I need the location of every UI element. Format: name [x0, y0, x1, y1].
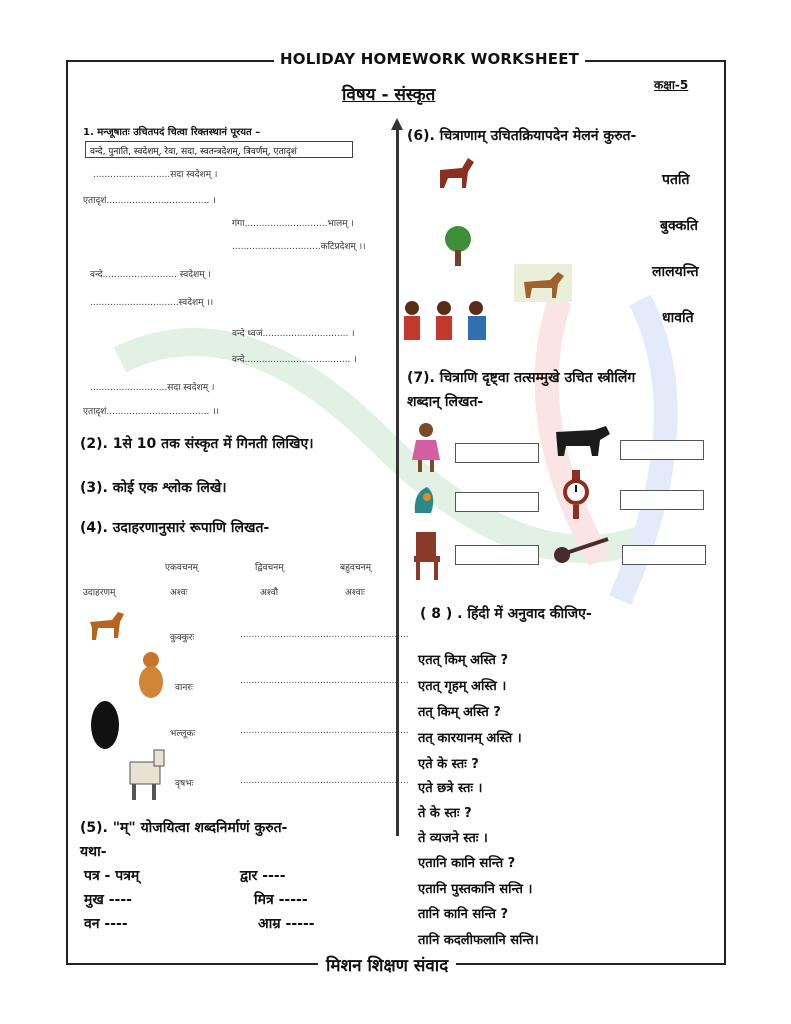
example-singular: अश्वः: [170, 588, 188, 598]
q5-yatha: यथा-: [80, 844, 107, 860]
dog-icon: [84, 604, 128, 644]
answer-blank[interactable]: ...............................: [240, 726, 329, 736]
worksheet-title: HOLIDAY HOMEWORK WORKSHEET: [274, 50, 585, 68]
row-bull: वृषभः: [175, 779, 194, 789]
translation-line: तानि कानि सन्ति ?: [418, 907, 508, 922]
q1-line: ...........................सदा स्वदेशम् ।: [90, 383, 215, 393]
translation-line: ते व्यजने स्तः ।: [418, 831, 488, 846]
q1-title: 1. मन्जूषातः उचितपदं चित्वा रिक्तस्थानं पूरयत –: [83, 127, 261, 138]
translation-line: एते के स्तः ?: [418, 757, 479, 772]
q1-word-box: वन्दे, पुनाति, स्वदेशम्, रेवा, सदा, स्वतन्त्रदेशम्, त्रिवर्णम्, एतादृशं: [85, 141, 353, 158]
q5-item: आम्र -----: [258, 916, 315, 932]
translation-line: एतत् गृहम् अस्ति ।: [418, 679, 507, 694]
example-label: उदाहरणम्: [83, 588, 116, 598]
answer-blank[interactable]: ...............................: [320, 676, 409, 686]
q5-item: द्वार ----: [240, 868, 286, 884]
col-dual: द्विवचनम्: [255, 563, 284, 573]
footer-brand: मिशन शिक्षण संवाद: [318, 953, 456, 976]
translation-line: ते के स्तः ?: [418, 806, 472, 821]
family-icon: [400, 298, 496, 342]
translation-line: एतानि पुस्तकानि सन्ति ।: [418, 882, 533, 897]
q1-line: ...............................कटिप्रदेशम् ।।: [232, 242, 366, 252]
q1-line: एतादृशं.................................... ।।: [83, 407, 220, 417]
subject-title: विषय - संस्कृत: [342, 85, 436, 105]
answer-box-clock[interactable]: [620, 490, 704, 510]
q5-item: पत्र - पत्रम्: [84, 868, 140, 884]
answer-blank[interactable]: ...............................: [320, 726, 409, 736]
q1-line: ...........................सदा स्वदेशम् ।: [93, 170, 218, 180]
q5-item: मुख ----: [84, 892, 132, 908]
row-bear: भल्लूकः: [170, 729, 196, 739]
answer-blank[interactable]: ...............................: [320, 630, 409, 640]
monkey-icon: [134, 650, 168, 706]
translation-line: तत् किम् अस्ति ?: [418, 705, 501, 720]
q8-title: ( 8 ) . हिंदी में अनुवाद कीजिए-: [420, 606, 592, 622]
row-monkey: वानरः: [175, 683, 193, 693]
answer-box-chair[interactable]: [455, 545, 539, 565]
q7-title: (7). चित्राणि दृष्ट्वा तत्सम्मुखे उचित स्त्रीलिंग: [407, 370, 636, 386]
q6-title: (6). चित्राणाम् उचितक्रियापदेन मेलनं कुरुत-: [407, 128, 637, 144]
verb-dhavati: धावति: [662, 310, 694, 326]
peacock-icon: [411, 483, 441, 517]
q1-line: गंगा.............................भालम् ।: [232, 219, 354, 229]
answer-blank[interactable]: ...............................: [320, 776, 409, 786]
translation-line: तानि कदलीफलानि सन्ति।: [418, 933, 539, 948]
answer-blank[interactable]: ...............................: [240, 630, 329, 640]
q5-item: मित्र -----: [254, 892, 308, 908]
translation-line: एते छत्रे स्तः ।: [418, 781, 483, 796]
verb-lalayanti: लालयन्ति: [652, 264, 699, 280]
veena-icon: [552, 535, 612, 565]
answer-box-peacock[interactable]: [455, 492, 539, 512]
chair-icon: [412, 530, 444, 582]
q1-line: वन्दे.......................... स्वदेशम् ।: [90, 270, 211, 280]
q5-title: (5). "म्" योजयित्वा शब्दनिर्माणं कुरुत-: [80, 820, 288, 836]
tree-icon: [440, 224, 476, 270]
q4-title: (4). उदाहरणानुसारं रूपाणि लिखत-: [80, 520, 270, 536]
translation-line: एतत् किम् अस्ति ?: [418, 653, 509, 668]
answer-blank[interactable]: ...............................: [240, 676, 329, 686]
answer-box-buffalo[interactable]: [620, 440, 704, 460]
q2-title: (2). 1से 10 तक संस्कृत में गिनती लिखिए।: [80, 436, 314, 452]
example-plural: अश्वाः: [345, 588, 365, 598]
q1-line: वन्दे..................................... ।: [232, 355, 357, 365]
class-label: कक्षा-5: [654, 78, 689, 92]
verb-bukkati: बुक्कति: [660, 218, 698, 234]
answer-box-girl[interactable]: [455, 443, 539, 463]
verb-patati: पतति: [662, 172, 690, 188]
clock-icon: [558, 470, 594, 522]
col-singular: एकवचनम्: [165, 563, 198, 573]
q7-title-2: शब्दान् लिखत-: [407, 394, 484, 410]
buffalo-icon: [550, 420, 612, 460]
q3-title: (3). कोई एक श्लोक लिखे।: [80, 480, 227, 496]
barking-dog-icon: [514, 264, 572, 302]
answer-blank[interactable]: ...............................: [240, 776, 329, 786]
col-plural: बहुवचनम्: [340, 563, 372, 573]
translation-line: एतानि कानि सन्ति ?: [418, 856, 516, 871]
q1-line: वन्दे ध्वजं.............................. ।: [232, 329, 355, 339]
q5-item: वन ----: [84, 916, 128, 932]
divider-arrow-icon: [391, 118, 403, 130]
bull-icon: [124, 742, 168, 806]
example-dual: अश्वौ: [260, 588, 279, 598]
horse-icon: [436, 156, 476, 192]
translation-line: तत् कारयानम् अस्ति ।: [418, 731, 522, 746]
q1-line: ...............................स्वदेशम् ।।: [90, 298, 214, 308]
row-dog: कुक्कुरः: [170, 633, 195, 643]
answer-box-veena[interactable]: [622, 545, 706, 565]
q1-line: एतादृशं.................................... ।: [83, 196, 216, 206]
bear-icon: [88, 697, 122, 753]
girl-icon: [408, 420, 444, 474]
